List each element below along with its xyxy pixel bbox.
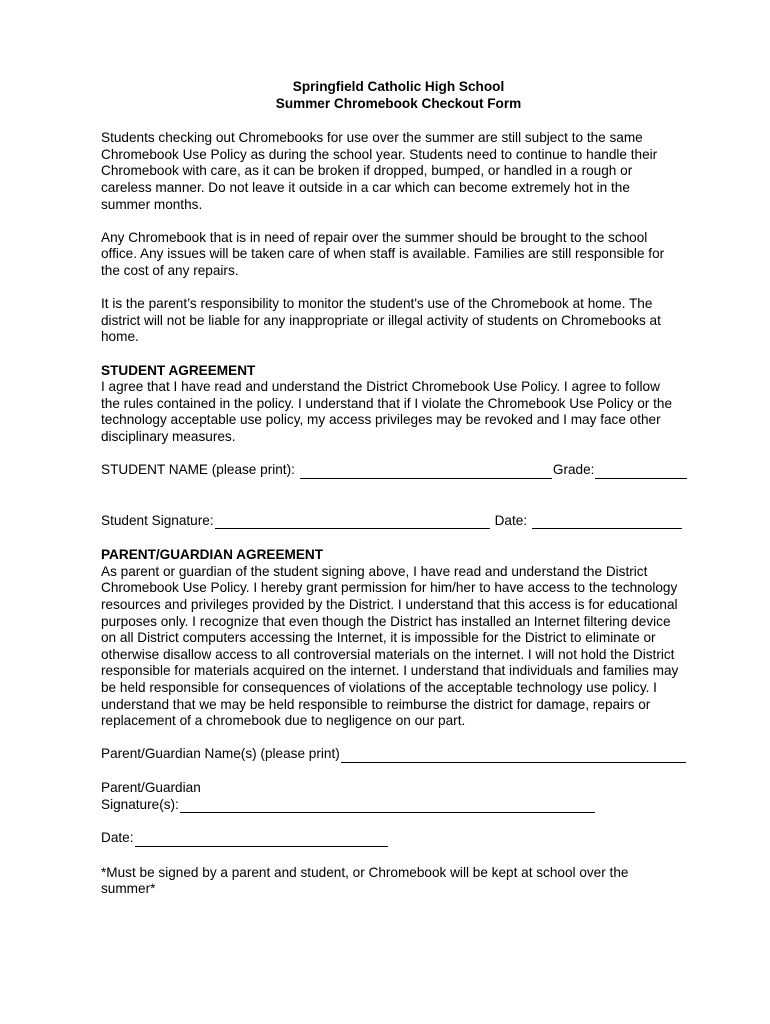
parent-date-label: Date: (101, 830, 134, 846)
parent-agreement-heading: PARENT/GUARDIAN AGREEMENT (101, 547, 324, 563)
grade-field[interactable] (595, 465, 687, 479)
intro-paragraph-care: Students checking out Chromebooks for use over the summer are still subject to the same Chromebook Use Policy as during the school year. Students need to continue to handle their Chromebook with care, as it can be broken if dropped, bumped, or handled in a rough or careless manner. Do not leave it outside in a car which can become extremely hot in the summer months. (101, 130, 658, 212)
parent-date-row (101, 830, 696, 847)
school-name: Springfield Catholic High School (292, 79, 505, 94)
form-header (101, 79, 696, 112)
parent-date-field[interactable] (135, 833, 388, 847)
student-signature-field[interactable] (215, 515, 490, 529)
student-date-field[interactable] (532, 515, 682, 529)
intro-paragraph-liability: It is the parent’s responsibility to monitor the student's use of the Chromebook at home. The district will not be liable for any inappropriate or illegal activity of students on Chromebooks at home. (101, 296, 661, 345)
parent-signature-field[interactable] (180, 799, 595, 813)
parent-name-row (101, 746, 696, 763)
parent-signature-label-line2: Signature(s): (101, 796, 179, 812)
parent-name-field[interactable] (341, 749, 686, 763)
parent-agreement-section (101, 547, 696, 730)
grade-label: Grade: (552, 462, 595, 478)
intro-paragraph-repairs: Any Chromebook that is in need of repair over the summer should be brought to the school office. Any issues will be taken care of when staff is available. Families are still responsible for the cost of any repairs. (101, 229, 665, 278)
parent-name-label: Parent/Guardian Name(s) (please print) (101, 746, 340, 762)
student-name-label: STUDENT NAME (please print): (101, 462, 295, 478)
student-agreement-heading: STUDENT AGREEMENT (101, 362, 256, 378)
student-date-label: Date: (494, 512, 528, 528)
student-name-field[interactable] (300, 465, 552, 479)
parent-signature-label-line1: Parent/Guardian (101, 779, 201, 795)
parent-signature-row (101, 797, 696, 814)
form-title: Summer Chromebook Checkout Form (275, 95, 522, 111)
parent-signature-block (101, 780, 696, 813)
parent-agreement-text: As parent or guardian of the student signing above, I have read and understand the District Chromebook Use Policy. I hereby grant permission for him/her to have access to the technology resources and privileges provided by the District. I understand that this access is for educational purposes only. I recognize that even though the District has installed an Internet filtering device on all District computers accessing the Internet, it is impossible for the District to eliminate or otherwise disallow access to all controversial materials on the internet. I will not hold the District responsible for materials acquired on the internet. I understand that individuals and families may be held responsible for consequences of violations of the acceptable technology use policy. I understand that we may be held responsible to reimburse the district for damage, repairs or replacement of a chromebook due to negligence on our part. (101, 563, 679, 729)
student-signature-row (101, 513, 696, 530)
student-name-row (101, 462, 696, 479)
signature-requirement-note: *Must be signed by a parent and student, or Chromebook will be kept at school over the summer* (101, 864, 629, 897)
student-signature-label: Student Signature: (101, 512, 214, 528)
student-agreement-text: I agree that I have read and understand the District Chromebook Use Policy. I agree to follow the rules contained in the policy. I understand that if I violate the Chromebook Use Policy or the technology acceptable use policy, my access privileges may be revoked and I may face other disciplinary measures. (101, 379, 673, 444)
student-agreement-section (101, 363, 696, 446)
form-page (101, 79, 696, 915)
